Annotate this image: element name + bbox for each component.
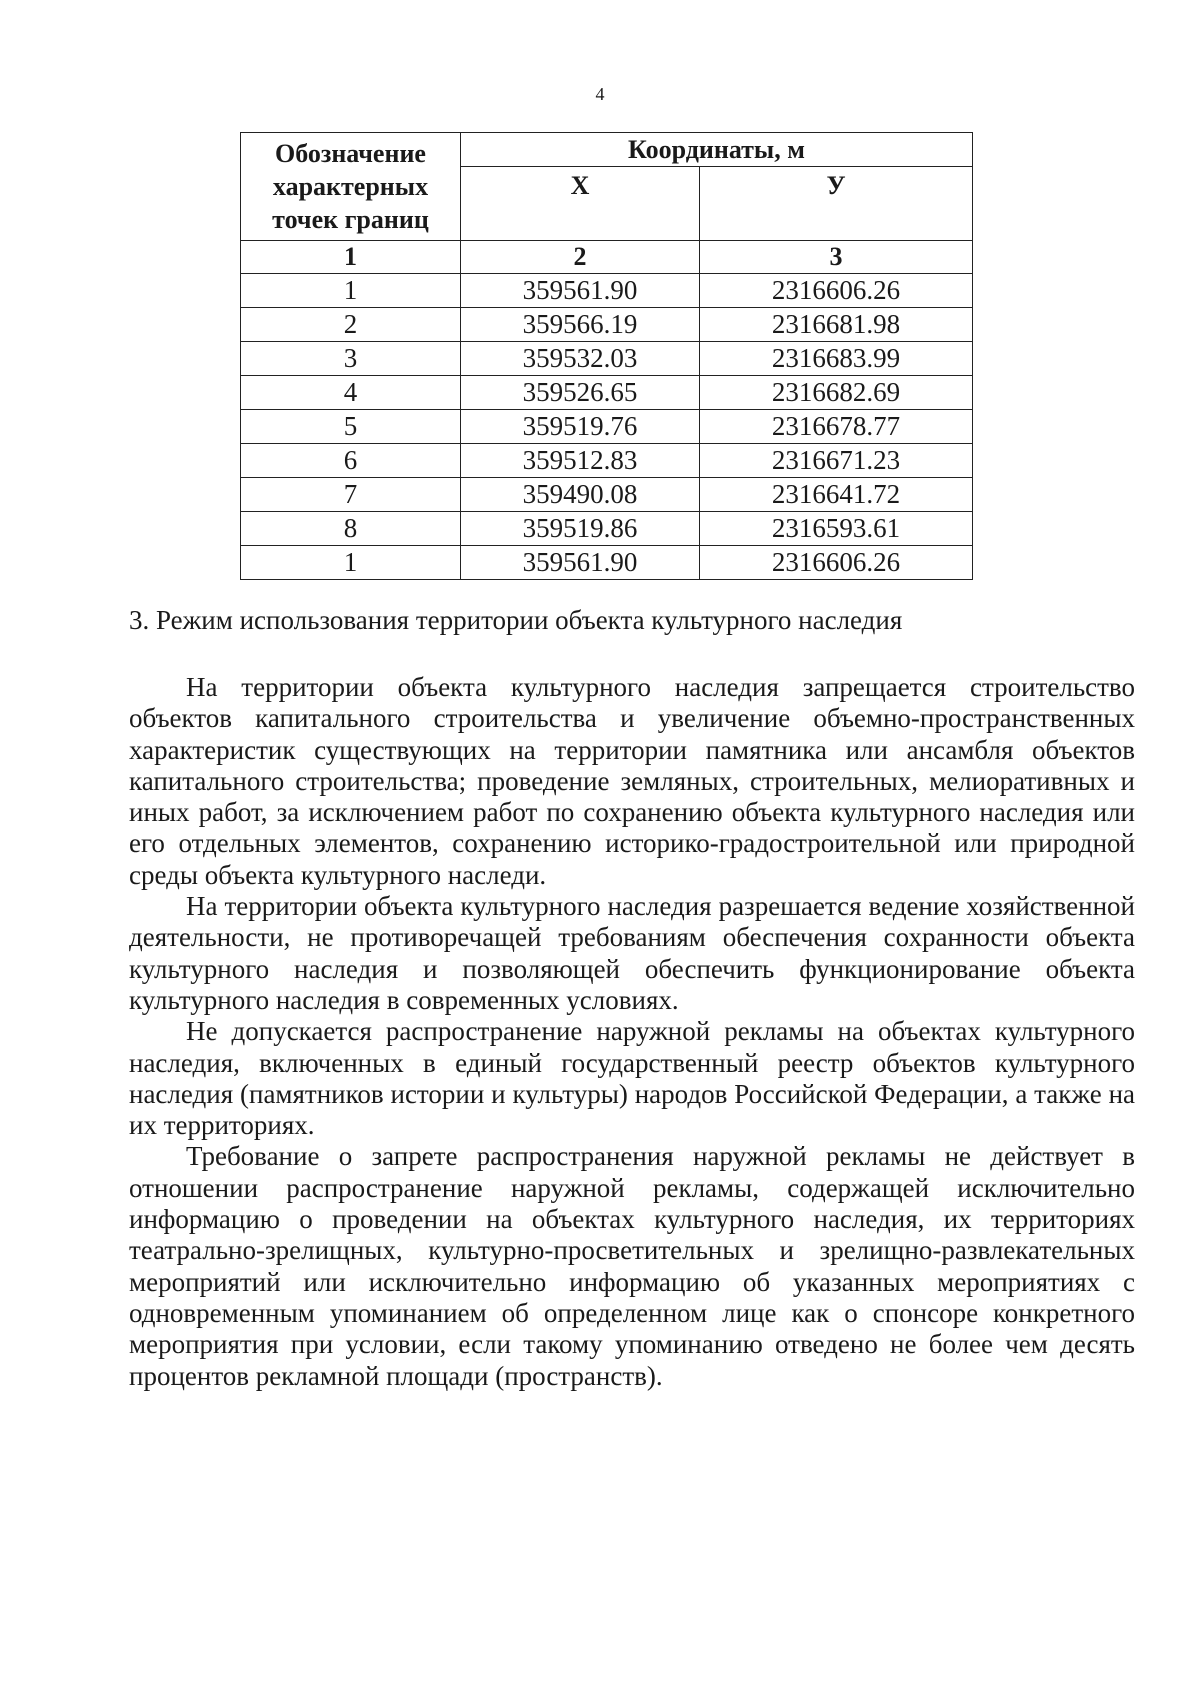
x-coordinate-cell: 359561.90 — [461, 274, 700, 308]
point-number-cell: 3 — [241, 342, 461, 376]
table-row — [241, 512, 973, 546]
header-x: Х — [461, 167, 700, 241]
x-coordinate-cell: 359561.90 — [461, 546, 700, 580]
point-number-cell: 6 — [241, 444, 461, 478]
table-row — [241, 546, 973, 580]
table-row — [241, 342, 973, 376]
x-coordinate-cell: 359490.08 — [461, 478, 700, 512]
x-coordinate-cell: 359519.86 — [461, 512, 700, 546]
y-coordinate-cell: 2316641.72 — [700, 478, 973, 512]
point-number-cell: 8 — [241, 512, 461, 546]
table-row — [241, 308, 973, 342]
table-row — [241, 376, 973, 410]
x-coordinate-cell: 359526.65 — [461, 376, 700, 410]
table-row — [241, 410, 973, 444]
x-coordinate-cell: 359519.76 — [461, 410, 700, 444]
x-coordinate-cell: 359532.03 — [461, 342, 700, 376]
paragraph: На территории объекта культурного наследия разрешается ведение хозяйственной деятельности, не противоречащей требованиям обеспечения сохранности объекта культурного наследия и позволяющей обеспечить функционирование объекта культурного наследия в современных условиях. — [129, 891, 1135, 1015]
coordinates-table — [240, 132, 973, 580]
point-number-cell: 1 — [241, 546, 461, 580]
y-coordinate-cell: 2316683.99 — [700, 342, 973, 376]
point-number-cell: 5 — [241, 410, 461, 444]
page-number: 4 — [595, 84, 605, 104]
paragraph: Не допускается распространение наружной рекламы на объектах культурного наследия, включенных в единый государственный реестр объектов культурного наследия (памятников истории и культуры) народов Российской Федерации, а также на их территориях. — [129, 1016, 1135, 1141]
y-coordinate-cell: 2316682.69 — [700, 376, 973, 410]
point-number-cell: 1 — [241, 274, 461, 308]
column-number: 3 — [700, 241, 973, 274]
paragraph: На территории объекта культурного наследия запрещается строительство объектов капитального строительства и увеличение объемно-пространственных характеристик существующих на территории памятника или ансамбля объектов капитального строительства; проведение земляных, строительных, мелиоративных и иных работ, за исключением работ по сохранению объекта культурного наследия или его отдельных элементов, сохранению историко-градостроительной или природной среды объекта культурного наследи. — [129, 672, 1135, 890]
table-row — [241, 444, 973, 478]
x-coordinate-cell: 359512.83 — [461, 444, 700, 478]
header-y: У — [700, 167, 973, 241]
y-coordinate-cell: 2316593.61 — [700, 512, 973, 546]
point-number-cell: 2 — [241, 308, 461, 342]
x-coordinate-cell: 359566.19 — [461, 308, 700, 342]
paragraph: Требование о запрете распространения наружной рекламы не действует в отношении распространение наружной рекламы, содержащей исключительно информацию о проведении на объектах культурного наследия, их территориях театрально-зрелищных, культурно-просветительных и зрелищно-развлекательных мероприятий или исключительно информацию об указанных мероприятиях с одновременным упоминанием об определенном лице как о спонсоре конкретного мероприятия при условии, если такому упоминанию отведено не более чем десять процентов рекламной площади (пространств). — [129, 1141, 1135, 1391]
column-number: 1 — [241, 241, 461, 274]
table-row — [241, 478, 973, 512]
point-number-cell: 4 — [241, 376, 461, 410]
point-number-cell: 7 — [241, 478, 461, 512]
table-body — [241, 274, 973, 580]
table-row — [241, 274, 973, 308]
y-coordinate-cell: 2316671.23 — [700, 444, 973, 478]
column-number: 2 — [461, 241, 700, 274]
y-coordinate-cell: 2316606.26 — [700, 546, 973, 580]
section-title: 3. Режим использования территории объекта культурного наследия — [129, 605, 903, 635]
y-coordinate-cell: 2316681.98 — [700, 308, 973, 342]
y-coordinate-cell: 2316606.26 — [700, 274, 973, 308]
header-coordinates: Координаты, м — [461, 133, 973, 167]
body-text — [129, 672, 1135, 1392]
header-boundary-points: Обозначение характерных точек границ — [241, 133, 461, 241]
y-coordinate-cell: 2316678.77 — [700, 410, 973, 444]
